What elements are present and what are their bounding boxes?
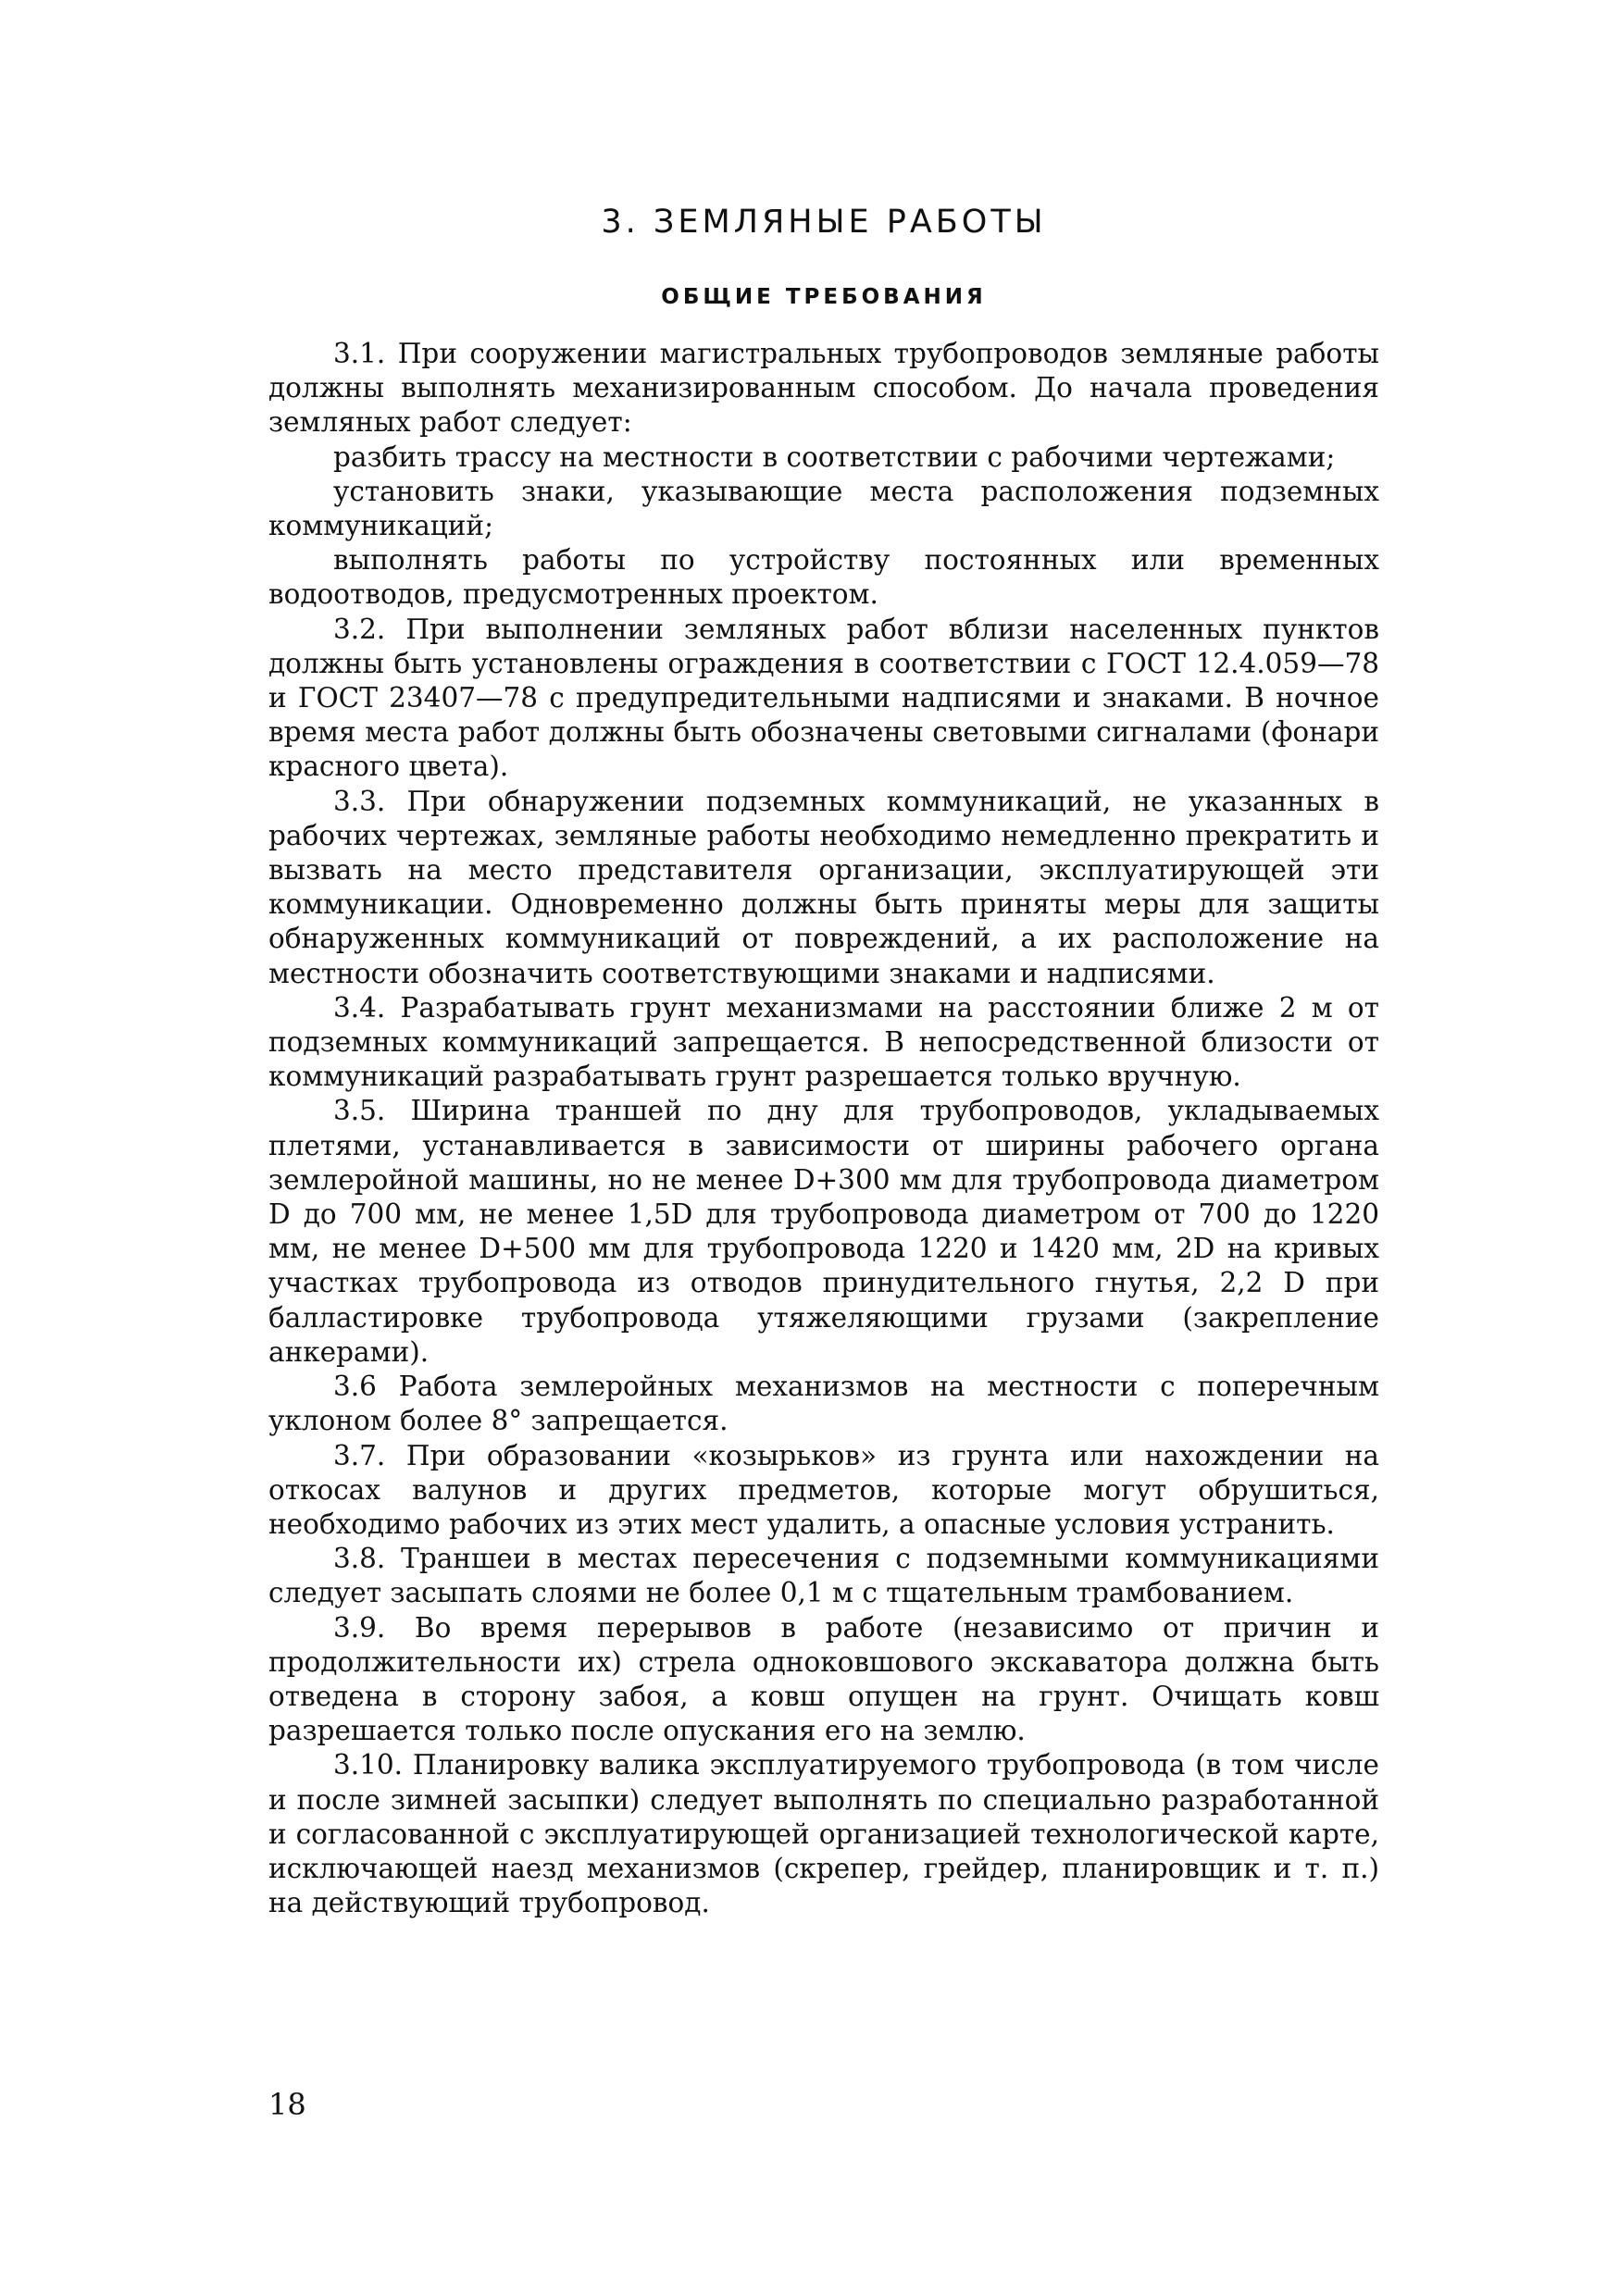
paragraph-3-1-item-3: выполнять работы по устройству постоянных или временных водоотводов, предусмотренных проектом. [268, 544, 1379, 611]
paragraph-3-9: 3.9. Во время перерывов в работе (независимо от причин и продолжительности их) стрела одноковшового экскаватора должна быть отведена в сторону забоя, а ковш опущен на грунт. Очищать ковш разрешается только после опускания его на землю. [268, 1611, 1379, 1747]
paragraph-3-1-item-2: установить знаки, указывающие места расположения подземных коммуникаций; [268, 475, 1379, 542]
paragraph-3-3: 3.3. При обнаружении подземных коммуникаций, не указанных в рабочих чертежах, земляные работы необходимо немедленно прекратить и вызвать на место представителя организации, эксплуатирующей эти коммуникации. Одновременно должны быть приняты меры для защиты обнаруженных коммуникаций от повреждений, а их расположение на местности обозначить соответствующими знаками и надписями. [268, 785, 1379, 989]
paragraph-3-8: 3.8. Траншеи в местах пересечения с подземными коммуникациями следует засыпать слоями не более 0,1 м с тщательным трамбованием. [268, 1543, 1379, 1609]
page-number: 18 [268, 2087, 306, 2122]
paragraph-3-1: 3.1. При сооружении магистральных трубопроводов земляные работы должны выполнять механизированным способом. До начала проведения земляных работ следует: [268, 338, 1379, 439]
paragraph-3-2: 3.2. При выполнении земляных работ вблизи населенных пунктов должны быть установлены ограждения в соответствии с ГОСТ 12.4.059—78 и ГОСТ 23407—78 с предупредительными надписями и знаками. В ночное время места работ должны быть обозначены световыми сигналами (фонари красного цвета). [268, 613, 1379, 783]
section-title: 3. ЗЕМЛЯНЫЕ РАБОТЫ [601, 204, 1047, 241]
subsection-title: ОБЩИЕ ТРЕБОВАНИЯ [661, 285, 987, 309]
paragraph-3-7: 3.7. При образовании «козырьков» из грунта или нахождении на откосах валунов и других предметов, которые могут обрушиться, необходимо рабочих из этих мест удалить, а опасные условия устранить. [268, 1439, 1379, 1540]
document-body [268, 204, 1379, 1920]
paragraph-3-4: 3.4. Разрабатывать грунт механизмами на расстоянии ближе 2 м от подземных коммуникаций запрещается. В непосредственной близости от коммуникаций разрабатывать грунт разрешается только вручную. [268, 991, 1379, 1093]
paragraph-3-5: 3.5. Ширина траншей по дну для трубопроводов, укладываемых плетями, устанавливается в зависимости от ширины рабочего органа землеройной машины, но не менее D+300 мм для трубопровода диаметром D до 700 мм, не менее 1,5D для трубопровода диаметром от 700 до 1220 мм, не менее D+500 мм для трубопровода 1220 и 1420 мм, 2D на кривых участках трубопровода из отводов принудительного гнутья, 2,2 D при балластировке трубопровода утяжеляющими грузами (закрепление анкерами). [268, 1095, 1379, 1368]
paragraph-3-1-item-1: разбить трассу на местности в соответствии с рабочими чертежами; [333, 441, 1336, 473]
paragraph-3-10: 3.10. Планировку валика эксплуатируемого трубопровода (в том числе и после зимней засыпки) следует выполнять по специально разработанной и согласованной с эксплуатирующей организацией технологической карте, исключающей наезд механизмов (скрепер, грейдер, планировщик и т. п.) на действующий трубопровод. [268, 1749, 1379, 1919]
paragraph-3-6: 3.6 Работа землеройных механизмов на местности с поперечным уклоном более 8° запрещается. [268, 1371, 1379, 1437]
